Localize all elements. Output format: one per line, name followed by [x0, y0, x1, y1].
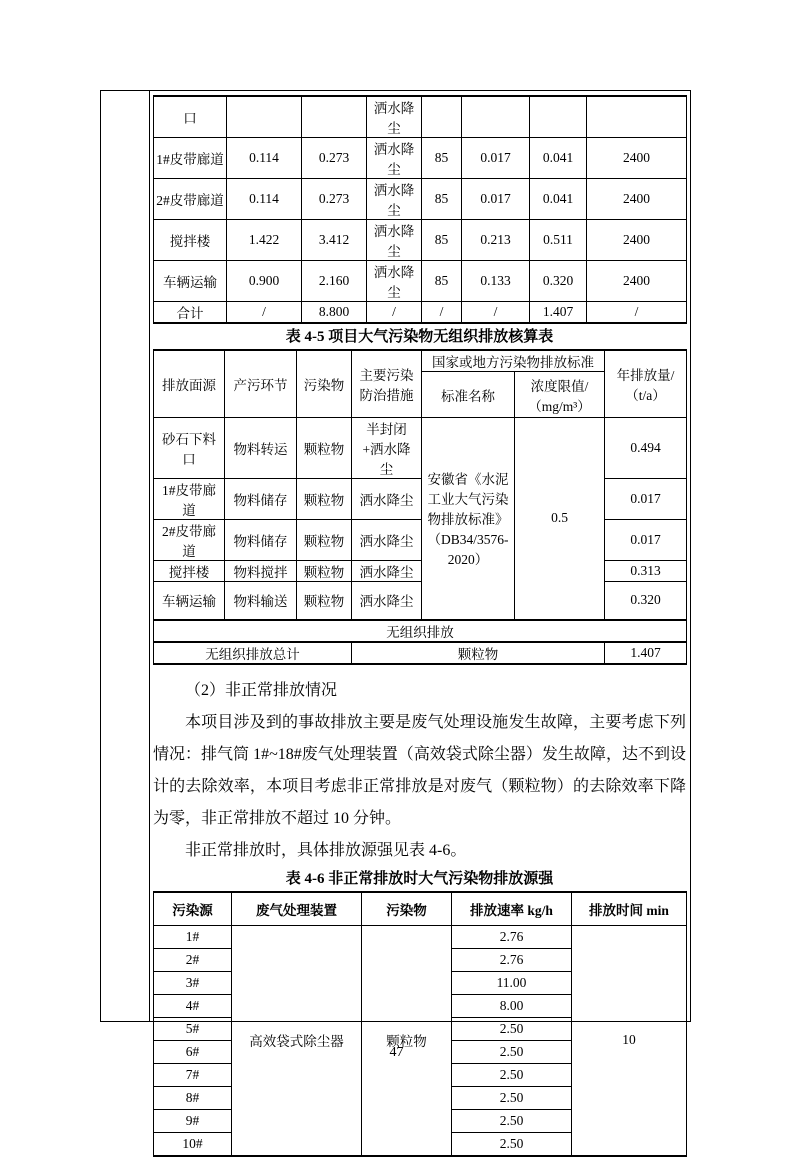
table-cell: 2#皮带廊道 — [154, 179, 227, 220]
form-label-column — [101, 91, 150, 1021]
table-cell: / — [587, 302, 687, 324]
table-cell: / — [462, 302, 530, 324]
table-cell: 0.213 — [462, 220, 530, 261]
total-label-cell: 无组织排放总计 — [154, 642, 352, 664]
table-cell: 口 — [154, 96, 227, 138]
column-header: 污染物 — [297, 350, 352, 418]
source-cell: 4# — [154, 995, 232, 1018]
table-cell — [587, 96, 687, 138]
column-header: 浓度限值/（mg/m³） — [515, 372, 605, 418]
table-cell: 颗粒物 — [297, 561, 352, 582]
table-cell: 0.511 — [530, 220, 587, 261]
column-header: 主要污染防治措施 — [352, 350, 422, 418]
table-cell — [462, 96, 530, 138]
table-cell: / — [227, 302, 302, 324]
table-cell: 0.017 — [605, 520, 687, 561]
column-header: 污染物 — [362, 892, 452, 926]
table-cell: 搅拌楼 — [154, 220, 227, 261]
column-header: 标准名称 — [422, 372, 515, 418]
table-cell: 0.273 — [302, 138, 367, 179]
table-4-6-abnormal-emissions — [153, 891, 687, 1157]
table-cell: 物料储存 — [225, 520, 297, 561]
table-cell: 85 — [422, 138, 462, 179]
table-cell: 半封闭+洒水降尘 — [352, 418, 422, 479]
table-cell: 0.114 — [227, 179, 302, 220]
table-row — [154, 138, 687, 179]
table-cell: 洒水降尘 — [367, 138, 422, 179]
table-row — [154, 96, 687, 138]
table-cell: 颗粒物 — [297, 520, 352, 561]
rate-cell: 11.00 — [452, 972, 572, 995]
table-cell: 0.320 — [605, 582, 687, 620]
table-row — [154, 520, 687, 561]
table-cell: 2#皮带廊道 — [154, 520, 225, 561]
table-cell: 0.313 — [605, 561, 687, 582]
rate-cell: 2.50 — [452, 1041, 572, 1064]
table-cell — [227, 96, 302, 138]
table-cell: 85 — [422, 179, 462, 220]
table-cell: 0.017 — [605, 479, 687, 520]
table-cell: 搅拌楼 — [154, 561, 225, 582]
standard-name-cell: 安徽省《水泥工业大气污染物排放标准》（DB34/3576-2020） — [422, 418, 515, 620]
source-cell: 10# — [154, 1133, 232, 1156]
table-dust-control-continued — [153, 95, 687, 324]
source-cell: 8# — [154, 1087, 232, 1110]
table-cell: 0.133 — [462, 261, 530, 302]
table-4-5-unorganized-emissions — [153, 349, 687, 665]
rate-cell: 2.50 — [452, 1018, 572, 1041]
table-cell: 洒水降尘 — [352, 520, 422, 561]
unorganized-emission-label: 无组织排放 — [154, 620, 687, 642]
table-cell — [530, 96, 587, 138]
table-header-row — [154, 892, 687, 926]
table-cell: 洒水降尘 — [367, 96, 422, 138]
paragraph-abnormal-emission: 本项目涉及到的事故排放主要是废气处理设施发生故障，主要考虑下列情况：排气筒 1#~18#废气处理装置（高效袋式除尘器）发生故障，达不到设计的去除效率，本项目考虑非正常排放是对废气（颗粒物）的去除效率下降为零，非正常排放不超过 10 分钟。 — [153, 713, 686, 827]
column-header: 排放速率 kg/h — [452, 892, 572, 926]
table-cell — [302, 96, 367, 138]
table-cell: 物料转运 — [225, 418, 297, 479]
table-cell: 物料搅拌 — [225, 561, 297, 582]
table-cell: 砂石下料口 — [154, 418, 225, 479]
table-cell: 洒水降尘 — [367, 179, 422, 220]
table-cell: / — [422, 302, 462, 324]
table-cell: 2400 — [587, 220, 687, 261]
table-cell: 0.041 — [530, 179, 587, 220]
rate-cell: 8.00 — [452, 995, 572, 1018]
source-cell: 9# — [154, 1110, 232, 1133]
table-cell: 洒水降尘 — [352, 561, 422, 582]
rate-cell: 2.76 — [452, 926, 572, 949]
limit-value-cell: 0.5 — [515, 418, 605, 620]
rate-cell: 2.76 — [452, 949, 572, 972]
paragraph-see-table: 非正常排放时，具体排放源强见表 4-6。 — [185, 841, 467, 859]
rate-cell: 2.50 — [452, 1087, 572, 1110]
table-cell: 1#皮带廊道 — [154, 138, 227, 179]
pollutant-cell: 颗粒物 — [362, 926, 452, 1156]
column-header: 废气处理装置 — [232, 892, 362, 926]
column-header: 污染源 — [154, 892, 232, 926]
table-cell: 2400 — [587, 138, 687, 179]
table-cell: 颗粒物 — [297, 582, 352, 620]
table-cell: 颗粒物 — [297, 418, 352, 479]
table-row — [154, 479, 687, 520]
table-cell: 颗粒物 — [297, 479, 352, 520]
table-cell: 2400 — [587, 261, 687, 302]
source-cell: 6# — [154, 1041, 232, 1064]
table-cell: 1.407 — [530, 302, 587, 324]
column-header: 排放时间 min — [572, 892, 687, 926]
table-cell: 洒水降尘 — [352, 582, 422, 620]
column-header: 年排放量/（t/a） — [605, 350, 687, 418]
rate-cell: 2.50 — [452, 1133, 572, 1156]
table-row — [154, 582, 687, 620]
source-cell: 1# — [154, 926, 232, 949]
table-4-5-title: 表 4-5 项目大气污染物无组织排放核算表 — [285, 329, 554, 345]
section-heading: （2）非正常排放情况 — [185, 681, 338, 699]
table-cell: 85 — [422, 220, 462, 261]
table-cell: 3.412 — [302, 220, 367, 261]
table-cell: 8.800 — [302, 302, 367, 324]
table-cell: 洒水降尘 — [367, 261, 422, 302]
table-cell: 洒水降尘 — [352, 479, 422, 520]
table-row-grand-total — [154, 642, 687, 664]
total-value-cell: 1.407 — [605, 642, 687, 664]
column-header-group: 国家或地方污染物排放标准 — [422, 350, 605, 372]
rate-cell: 2.50 — [452, 1110, 572, 1133]
table-row — [154, 220, 687, 261]
table-row — [154, 926, 687, 949]
table-cell: 0.114 — [227, 138, 302, 179]
table-cell — [422, 96, 462, 138]
table-row — [154, 561, 687, 582]
table-cell: 0.900 — [227, 261, 302, 302]
table-cell: 洒水降尘 — [367, 220, 422, 261]
table-row-unorganized — [154, 620, 687, 642]
table-cell: 车辆运输 — [154, 261, 227, 302]
table-cell: 合计 — [154, 302, 227, 324]
table-row — [154, 261, 687, 302]
table-cell: 0.017 — [462, 138, 530, 179]
table-cell: 车辆运输 — [154, 582, 225, 620]
total-pollutant-cell: 颗粒物 — [352, 642, 605, 664]
table-header-row — [154, 350, 687, 372]
table-cell: 物料储存 — [225, 479, 297, 520]
table-row-total — [154, 302, 687, 324]
table-cell: 1#皮带廊道 — [154, 479, 225, 520]
table-cell: 85 — [422, 261, 462, 302]
table-row — [154, 179, 687, 220]
table-cell: / — [367, 302, 422, 324]
table-cell: 0.320 — [530, 261, 587, 302]
table-cell: 2400 — [587, 179, 687, 220]
table-cell: 0.017 — [462, 179, 530, 220]
column-header: 产污环节 — [225, 350, 297, 418]
rate-cell: 2.50 — [452, 1064, 572, 1087]
table-cell: 1.422 — [227, 220, 302, 261]
table-row — [154, 418, 687, 479]
table-cell: 物料输送 — [225, 582, 297, 620]
source-cell: 2# — [154, 949, 232, 972]
table-cell: 0.494 — [605, 418, 687, 479]
source-cell: 5# — [154, 1018, 232, 1041]
table-cell: 2.160 — [302, 261, 367, 302]
treatment-device-cell: 高效袋式除尘器 — [232, 926, 362, 1156]
duration-cell: 10 — [572, 926, 687, 1156]
table-4-6-title: 表 4-6 非正常排放时大气污染物排放源强 — [285, 870, 554, 887]
source-cell: 7# — [154, 1064, 232, 1087]
page-number: 47 — [389, 1045, 404, 1060]
source-cell: 3# — [154, 972, 232, 995]
column-header: 排放面源 — [154, 350, 225, 418]
table-cell: 0.041 — [530, 138, 587, 179]
table-cell: 0.273 — [302, 179, 367, 220]
